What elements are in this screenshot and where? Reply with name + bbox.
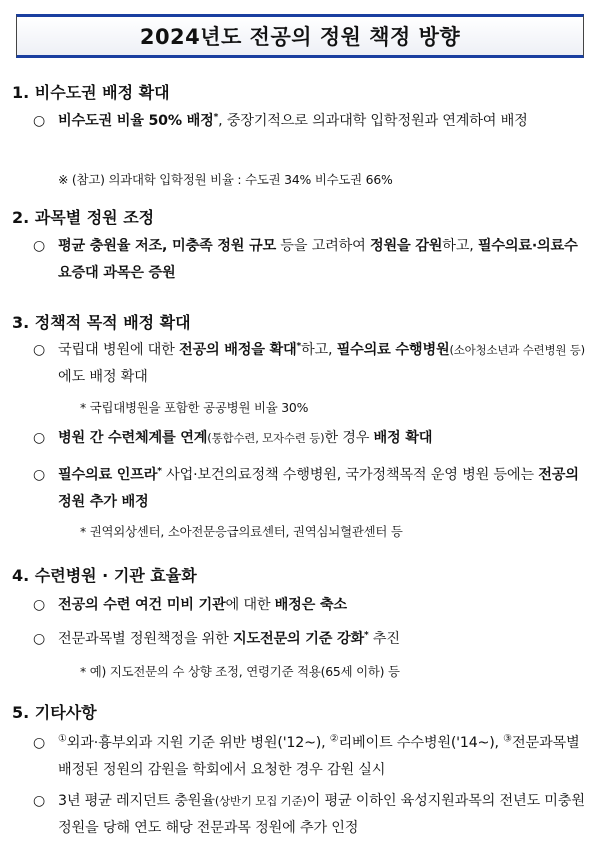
bullet-circle-icon: ○ (32, 793, 46, 809)
bullet-circle-icon: ○ (32, 342, 46, 358)
page-title: 2024년도 전공의 정원 책정 방향 (139, 25, 461, 49)
section-4-heading: 4. 수련병원 · 기관 효율화 (12, 566, 197, 585)
bullet-circle-icon: ○ (32, 631, 46, 647)
bullet-circle-icon: ○ (32, 597, 46, 613)
bullet-circle-icon: ○ (32, 735, 46, 751)
section-3-item-1: ○ 국립대 병원에 대한 전공의 배정을 확대*하고, 필수의료 수행병원(소아청소년과 수련병원 등)에도 배정 확대 (28, 337, 588, 391)
section-1-heading: 1. 비수도권 배정 확대 (12, 83, 170, 102)
section-3-note-2: * 권역외상센터, 소아전문응급의료센터, 권역심뇌혈관센터 등 (80, 524, 403, 539)
section-4-item-2: ○ 전문과목별 정원책정을 위한 지도전문의 기준 강화* 추진 (28, 626, 588, 653)
bullet-circle-icon: ○ (32, 238, 46, 254)
bullet-circle-icon: ○ (32, 113, 46, 129)
section-5-item-1: ○ ①외과·흉부외과 지원 기준 위반 병원('12~), ②리베이트 수수병원('14~), ③전문과목별 배정된 정원의 감원을 학회에서 요청한 경우 감원 실시 (28, 730, 588, 784)
section-5-item-2: ○ 3년 평균 레지던트 충원율(상반기 모집 기준)이 평균 이하인 육성지원과목의 전년도 미충원 정원을 당해 연도 해당 전문과목 정원에 추가 인정 (28, 788, 588, 842)
section-4-note: * 예) 지도전문의 수 상향 조정, 연령기준 적용(65세 이하) 등 (80, 664, 400, 679)
section-2-item-1: ○ 평균 충원율 저조, 미충족 정원 규모 등을 고려하여 정원을 감원하고, 필수의료·의료수요증대 과목은 증원 (28, 233, 588, 287)
section-5-heading: 5. 기타사항 (12, 703, 97, 722)
section-3-item-3: ○ 필수의료 인프라* 사업·보건의료정책 수행병원, 국가정책목적 운영 병원 등에는 전공의 정원 추가 배정 (28, 462, 588, 516)
section-1-note: ※ (참고) 의과대학 입학정원 비율 : 수도권 34% 비수도권 66% (58, 172, 393, 187)
section-2-heading: 2. 과목별 정원 조정 (12, 208, 155, 227)
section-3-heading: 3. 정책적 목적 배정 확대 (12, 313, 191, 332)
circled-two-icon: ② (329, 733, 339, 745)
section-1-item-1: ○ 비수도권 비율 50% 배정*, 중장기적으로 의과대학 입학정원과 연계하여 배정 (28, 108, 588, 135)
bullet-circle-icon: ○ (32, 430, 46, 446)
section-4-item-1: ○ 전공의 수련 여건 미비 기관에 대한 배정은 축소 (28, 592, 588, 619)
circled-one-icon: ① (58, 733, 67, 745)
section-3-note-1: * 국립대병원을 포함한 공공병원 비율 30% (80, 400, 309, 415)
circled-three-icon: ③ (503, 733, 512, 745)
section-3-item-2: ○ 병원 간 수련체계를 연계(통합수련, 모자수련 등)한 경우 배정 확대 (28, 425, 588, 452)
bullet-circle-icon: ○ (32, 467, 46, 483)
title-banner (16, 14, 584, 58)
